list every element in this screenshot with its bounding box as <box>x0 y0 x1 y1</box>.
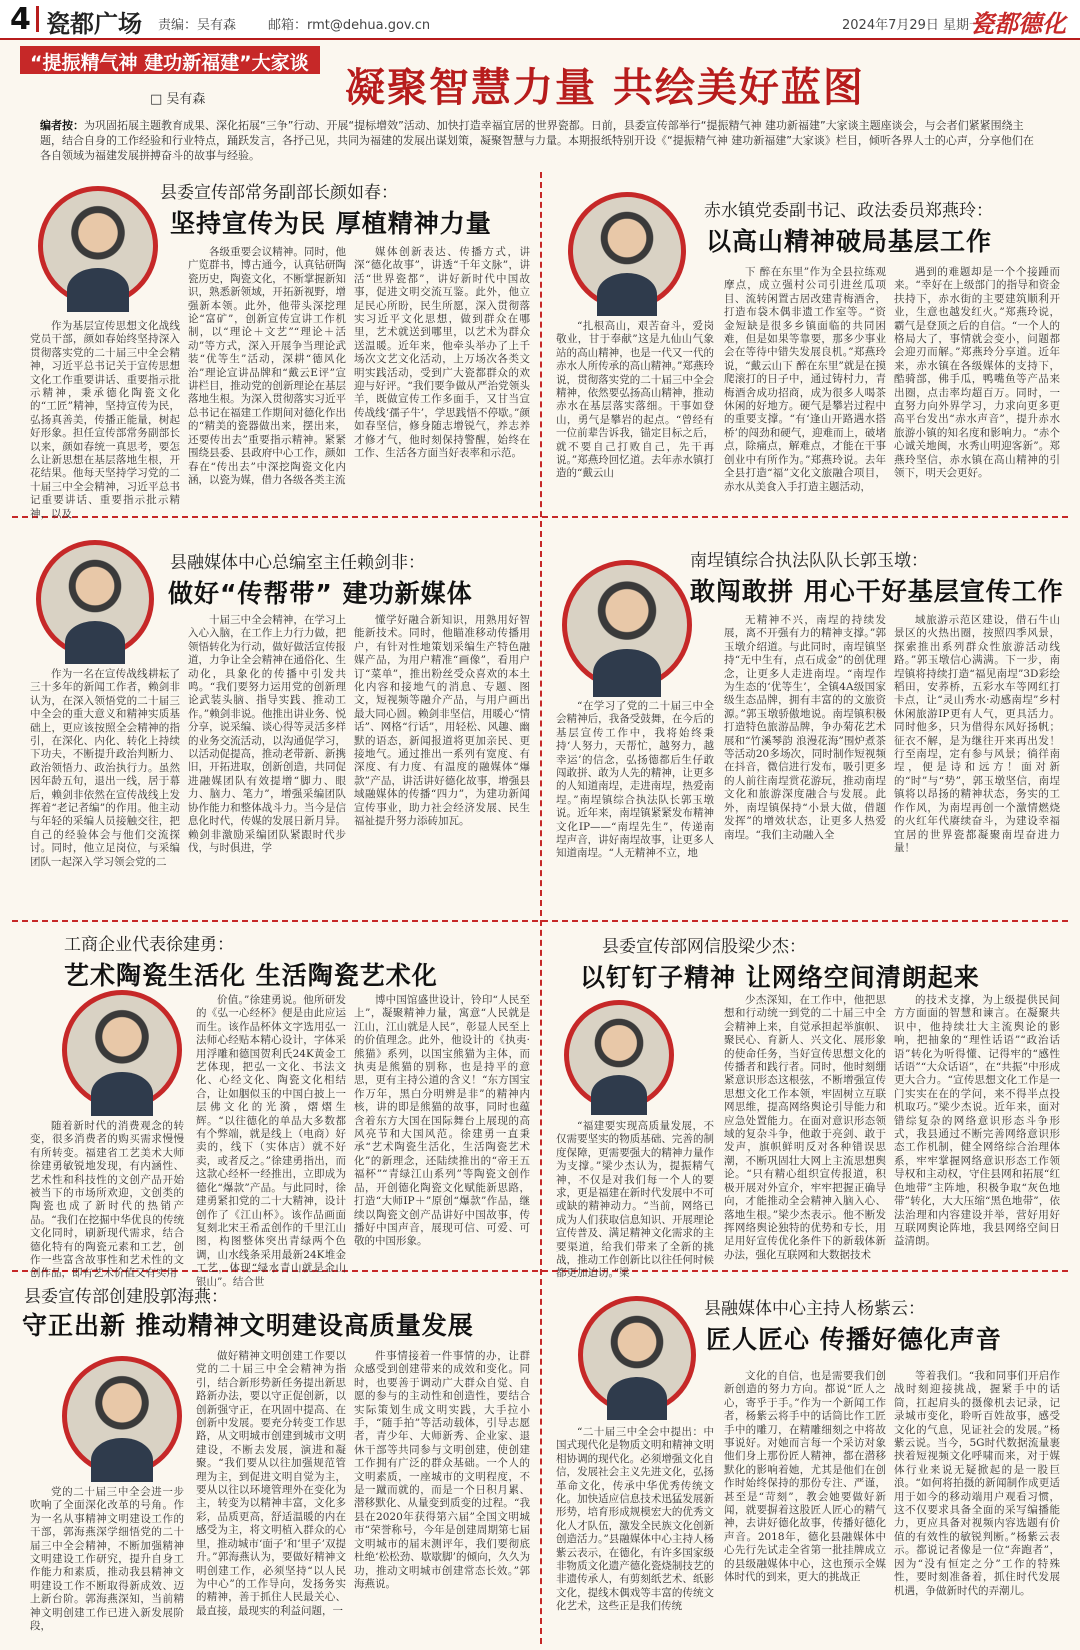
article-headline: 做好“传帮带” 建功新媒体 <box>168 579 473 608</box>
center-divider <box>540 172 542 1644</box>
article-kicker: 县融媒体中心主持人杨紫云： <box>704 1299 925 1319</box>
editor-note <box>40 118 1040 164</box>
portrait-photo <box>36 540 154 658</box>
article-column: 遇到的难题却是一个个接踵而来。“幸好在上级部门的指导和资金扶持下，赤水街的主要建筑顺利开业，生意也越发红火。”郑燕玲说，霸气是登顶之后的自信。“一个人的格局大了，事情就会变小，问题都会迎刃而解。”郑燕玲分享道。近年来，赤水镇在各级媒体的支持下，酷骑部，佛手瓜，鸭嘴鱼等产品来出圈，点击率均超百万。同时，一直努力向外界学习，力求向更多更高平台发出“赤水声音”，提升赤水旅游小镇的知名度和影响力。“赤个心诚关地闽，水秀山明迎客新”。郑燕玲坚信，赤水镇在高山精神的引领下，明天会更好。 <box>894 266 1060 480</box>
article-column: 无精神不兴，南埕的持续发展，离不开强有力的精神支撑。”郭玉墩介绍道。与此同时，南埕镇坚持“无中生有，点石成金”的创优理念，让更多人走进南埕。“南埕作为生态的‘优等生’，全镇4A级国家级生态品牌，拥有丰富的的文旅资源。”郭玉墩骄傲地说。南埕镇积极打造特色旅游品牌，争办菊花艺术展和“竹溪琴韵 浪漫花海”围炉煮茶等活动20多场次，同时制作短视频在抖音，微信进行发布，吸引更多的人前往南埕赏花游玩，推动南埕文化和旅游深度融合与发展。此外，南埕镇保持“小景大做，借题发挥”的增效状态，让更多人热爱南埕。“我们主动融入全 <box>724 614 886 841</box>
editor-note-label: 编者按： <box>40 119 84 132</box>
article-column: 等着我们。“我和同事们开启作战时刻迎接挑战，握紧手中的话筒，扛起肩头的摄像机去记录，记录城市变化，聆听百姓故事，感受文化的气息，见证社会的发展。”杨紫云说。当今，5G时代数据流量裹挟着短视频文化呼啸而来，对于媒体行业来说无疑掀起的是一股巨浪。“如何将拍摄的新闻制作成更适用于如今的移动端用户观看习惯，这不仅要求具备全面的采写编播能力，更应具备对视频内容选题有价值的有效性的敏锐判断。”杨紫云表示。都说记者像是一位“奔跑者”，因为“没有恒定之分”工作的特殊性，要时刻准备着，抓住时代发展机遇，争做新时代的弄潮儿。 <box>894 1370 1060 1597</box>
article-kicker: 南埕镇综合执法队队长郭玉墩： <box>690 551 928 571</box>
portrait-photo <box>62 1356 182 1476</box>
issue-date: 2024年7月29日 星期一 <box>842 18 983 33</box>
article-kicker: 县委宣传部创建股郭海燕： <box>24 1287 228 1307</box>
page-title: 凝聚智慧力量 共绘美好蓝图 <box>345 65 865 111</box>
article-lead: “二十届三中全会中提出：中国式现代化是物质文明和精神文明相协调的现代化。必须增强文化自信，发展社会主义先进文化，弘扬革命文化，传承中华优秀传统文化。加快适应信息技术迅猛发展新形势，培育形成规模宏大的优秀文化人才队伍，激发全民族文化创新创造活力。”县融媒体中心主持人杨紫云表示，在德化，有许多国家级非物质文化遗产德化瓷烧制技艺的非遗传承人，有剪刻纸艺术、纸影文化，提线木偶戏等丰富的传统文化艺术，这些正是我们传统 <box>556 1426 714 1613</box>
section-name: 瓷都广场 <box>46 10 142 38</box>
column-banner: “提振精气神 建功新福建”大家谈 <box>20 46 320 74</box>
article-lead: 随着新时代的消费观念的转变，很多消费者的购买需求慢慢有所转变。福建省工艺美术大师徐建勇敏锐地发现，有内涵性、艺术性和科技性的文创产品开始被当下的市场所欢迎，文创类的陶瓷也成了新时代的热销产品。“我们在挖掘中华优良的传统文化同时，刷新现代需求，结合德化特有的陶瓷元素和工艺，创作一些富含故事性和艺术性的文创作品，即有艺术价值又有实用 <box>30 1120 184 1280</box>
article-lead: “在学习了党的二十届三中全会精神后，我备受鼓舞，在今后的基层宣传工作中，我将始终秉持‘人努力，天帮忙，越努力，越幸运’的信念，弘扬德都后生仔敢闯敢拼、敢为人先的精神，让更多的人知道南埕，走进南埕，热爱南埕。”南埕镇综合执法队长郭玉墩说。近年来，南埕镇紧紧发布精神文化IP——“南埕先生”，传递南埕声音，讲好南埕故事，让更多人知道南埕。“人无精神不立，地 <box>556 700 714 860</box>
article-kicker: 县委宣传部网信股梁少杰： <box>602 937 806 957</box>
portrait-photo <box>38 186 158 306</box>
article-kicker: 赤水镇党委副书记、政法委员郑燕玲： <box>704 201 993 221</box>
article-column: 的技术支撑，为上级提供民间方方面面的智慧和谏言。在凝聚共识中，他持续壮大主流舆论的影响，把抽象的“理性话语”“政治话语”转化为听得懂、记得牢的“感性话语”“大众话语”，在“共振”中形成更大合力。“宣传思想文化工作是一门实实在在的学问，来不得半点投机取巧。”梁少杰说。近年来，面对错综复杂的网络意识形态斗争形式，我县通过不断完善网络意识形态工作机制，健全网络综合治理体系，牢牢掌握网络意识形态工作领导权和主动权，守住县网和拓展“红色地带”主阵地，积极争取“灰色地带”转化，大大压缩“黑色地带”，依法治理和内容建设并举，营好用好互联网舆论阵地，我县网络空间日益清朗。 <box>894 994 1060 1248</box>
article-column: 少杰深知，在工作中，他把思想和行动统一到党的二十届三中全会精神上来，自觉承担起举旗帜、聚民心、育新人、兴文化、展形象的使命任务，当好宣传思想文化的传播者和践行者。同时，他时刻绷紧意识形态这根弦，不断增强宣传思想文化工作本领，牢固树立互联网思维，提高网络舆论引导能力和应急处置能力。在面对意识形态领域的复杂斗争，他敢于亮剑、敢于发声，旗帜鲜明反对各种错误思潮，不断巩固壮大网上主流思想舆论。“只有精心组织宣传报道，积极开展对外宣介，牢牢把握正确导向，才能推动全会精神入脑入心、落地生根。”梁少杰表示。他不断发挥网络舆论独特的优势和专长，用足用好宣传优化条件下的新载体新办法，强化互联网和大数据技术 <box>724 994 886 1261</box>
portrait-photo <box>564 1000 674 1110</box>
article-lead: “扎根高山，艰苦奋斗，爱岗敬业，甘于奉献”这是九仙山气象站的高山精神，也是一代又一代的赤水人所传承的高山精神。”郑燕玲说，贯彻落实党的二十届三中全会精神，依然要弘扬高山精神，推动赤水在基层落实落细。干事如登山，勇气是攀岩的起点。“曾经有一位前辈告诉我，锚定目标之后，就不要自己打败自己，先干再说。”郑燕玲回忆道。去年赤水镇打造的“戴云山 <box>556 320 714 480</box>
author-byline: □ 吴有森 <box>150 92 206 107</box>
newspaper-brand: 瓷都德化 <box>970 9 1066 38</box>
page-number: 4 <box>10 2 31 37</box>
article-lead: 党的二十届三中全会进一步吹响了全面深化改革的号角。作为一名从事精神文明建设工作的干部，郭海燕深学细悟党的二十届三中全会精神，不断加强精神文明建设工作研究，提升自身工作能力和素质，推动我县精神文明建设工作不断取得新成效、迈上新台阶。郭海燕深知，当前精神文明创建工作已进入新发展阶段， <box>30 1486 184 1633</box>
article-headline: 以钉钉子精神 让网络空间清朗起来 <box>580 963 980 992</box>
article-column: 价值。”徐建勇说。他所研发的《弘一心经杯》便是由此应运而生。该作品杯体文字选用弘一法师心经贴本精心设计，字体采用浮雕和德国贺利氏24K黄金工艺体现，把弘一文化、书法文化、心经文化、陶瓷文化相结合，让如胭似玉的中国白披上一层佛文化的光漪，熠熠生辉。“以往德化的单品大多数都有个弊端，就是线上（电商）好卖的，线下（实体店）就不好卖，或者反之。”徐建勇指出，而这款心经杯一经推出，立即成为德化“爆款”产品。与此同时，徐建勇紧扣党的二十大精神，设计创作了《江山杯》。该作品画面复刻北宋王希孟创作的千里江山图，构图整体突出青绿两个色调，山水线条采用最新24K堆金工艺，体现“绿水青山就是金山银山”。结合世 <box>196 994 346 1288</box>
article-kicker: 县委宣传部常务副部长颜如春： <box>160 183 398 203</box>
article-lead: “福建要实现高质量发展，不仅需要坚实的物质基础、完善的制度保障，更需要强大的精神力量作为支撑。”梁少杰认为，提振精气神，不仅是对我们每一个人的要求，更是福建在新时代发展中不可或缺的精神动力。“当前，网络已成为人们获取信息知识、开展理论宣传普及、满足精神文化需求的主要渠道，给我们带来了全新的挑战，推动工作创新比以往任何时候都更加迫切。”梁 <box>556 1120 714 1280</box>
article-column: 媒体创新表达、传播方式，讲深“德化故事”，讲透“千年文脉”，讲活“世界瓷都”，讲好新时代中国故事，促进文明交流互鉴。此外，他立足民心所盼，民生所愿，深入贯彻落实习近平文化思想，做到群众在哪里，艺术就送到哪里，以艺术为群众送温暖。近年来，他牵头举办了上千场次文艺文化活动，上万场次各类文明实践活动，受到广大瓷都群众的欢迎与好评。“我们要争做从严治党领头羊，既做宣传工作多面手，又甘当宣传战线‘孺子牛’，学思践悟不停歇。”颜如春坚信，修身随志增锐气，养志养才修才气，他时刻保持警醒，始终在工作、生活各方面当好表率和示范。 <box>354 246 530 460</box>
article-lead: 作为一名在宣传战线耕耘了三十多年的新闻工作者，赖剑非认为，在深入领悟党的二十届三中全会的重大意义和精神实质基础上，更应该按照全会精神的指引，在深化、内化、转化上持续下功夫，不断提升政治判断力、政治领悟力、政治执行力。虽然因年龄五旬，退出一线，居于幕后，赖剑非依然在宣传战线上发挥着“老记者编”的作用。他主动与年轻的采编人员接触交往，把自己的经验体会与他们交流探讨。同时，他立足岗位，与采编团队一起深入学习领会党的二 <box>30 668 180 868</box>
article-headline: 艺术陶瓷生活化 生活陶瓷艺术化 <box>64 961 438 990</box>
portrait-photo <box>62 990 182 1110</box>
portrait-photo <box>562 560 692 690</box>
article-headline: 守正出新 推动精神文明建设高质量发展 <box>22 1311 474 1340</box>
article-headline: 匠人匠心 传播好德化声音 <box>706 1325 1002 1354</box>
article-headline: 敢闯敢拼 用心干好基层宣传工作 <box>690 577 1064 606</box>
portrait-photo <box>568 192 686 310</box>
article-kicker: 工商企业代表徐建勇： <box>64 935 234 955</box>
article-column: 下 醉在东里”作为全县拉练观摩点，成立强村公司引进丝瓜项目、流转闲置古居改建青梅酒舍，打造布袋木偶非遗工作室等。“资金短缺是很多乡镇面临的共同困难，但是如果等靠要，那多少事业会在等待中错失发展良机。”郑燕玲说，“戴云山下 醉在东里”就是在摸爬滚打的日子中，通过铸村力，青梅酒舍成功招商，成为很多人喝茶休闲的好地方。硬气是攀岩过程中的重要支撑。“有‘逢山开路遇水搭桥’的闯劲和硬气，迎难而上，破堵点，除痛点，解难点，才能在干事创业中有所作为。”郑燕玲说。去年全县打造“福”文化文旅融合项目，赤水从美食入手打造主题活动， <box>724 266 886 493</box>
editor-note-text: 为巩固拓展主题教育成果、深化拓展“三争”行动、开展“提标增效”活动、加快打造幸福宜居的世界瓷都。日前，县委宣传部举行“提振精气神 建功新福建”大家谈主题座谈会，与会者们紧紧围绕主题，结合自身的工作经验和行业特点，踊跃发言，各抒己见，共同为福建的发展出谋划策，凝聚智慧与力量。本期报纸特别开设《“提振精气神 建功新福建”大家谈》栏目，倾听各界人士的心声，分享他们在各自领域为福建发展拼搏奋斗的故事与经验。 <box>40 119 1034 162</box>
editor-email: 邮箱：rmt@dehua.gov.cn <box>268 18 431 33</box>
article-column: 域旅游示范区建设，借石牛山景区的火热出圈，按照四季风景，探索推出系列群众性旅游活动线路。”郭玉墩信心满满。下一步，南埕镇将持续打造“福见南埕”3D彩绘稻田，安荞桥，五彩水车等网红打卡点，让“灵山秀水·动感南埕”乡村休闲旅游IP更有人气，更具活力。同时他多，只为借得东风好扬帆；征衣不解，是为继往开来再出发！行至南埕，定有参与风景；徜徉南埕，便是诗和远方！面对新的“时”与“势”，郭玉墩坚信，南埕镇将以昂扬的精神状态，务实的工作作风，为南埕再创一个激情燃烧的火红年代赓续奋斗，为建设幸福宜居的世界瓷都凝聚南埕奋进力量！ <box>894 614 1060 854</box>
editor-credit: 责编：吴有森 <box>158 18 237 33</box>
article-column: 博中国馆盛世设计，铃印“人民至上”，凝聚精神力量，寓意“人民就是江山，江山就是人民”，彰显人民至上的价值理念。此外，他设计的《执夷·熊猫》系列，以国宝熊猫为主体，而执夷是熊猫的别称，也是持平的意思，更有主持公道的含义！“东方国宝作万年，黑白分明辨是非”的精神内核，讲的即是熊猫的故事，同时也蕴含着东方大国在国际舞台上展现的高风亮节和大国风范。徐建勇一直秉承“艺术陶瓷生活化，生活陶瓷艺术化”的新理念，还陆续推出的“帝王五福杯”“青绿江山系列”等陶瓷文创作品，开创德化陶瓷文化赋能新思路，打造“大师IP＋”原创“爆款”作品，继续以陶瓷文创产品讲好中国故事，传播好中国声音，展现可信、可爱、可敬的中国形象。 <box>354 994 530 1248</box>
article-kicker: 县融媒体中心总编室主任赖剑非： <box>170 553 425 573</box>
article-column: 文化的自信，也是需要我们创新创造的努力方向。都说“匠人之心，寄乎于手。”作为一个新闻工作者，杨紫云将手中的话筒比作工匠手中的雕刀，在精雕细刻之中将故事说好。对她而言每一个采访对象他们身上那份匠人精神，都在潜移默化的影响着她，尤其是他们在创作时始终保持的那份专注、严谨，甚至是“苛刻”，教会她要做好新闻，就要摒着这股匠人匠心的精气神，去讲好德化故事，传播好德化声音。2018年，德化县融媒体中心先行先试走全省第一批挂牌成立的县级融媒体中心，这也预示全媒体时代的到来，更大的挑战正 <box>724 1370 886 1584</box>
masthead-divider <box>36 6 39 32</box>
row-divider-2 <box>12 920 1068 922</box>
masthead <box>0 0 1080 40</box>
article-column: 各级重要会议精神。同时，他广览群书，博古通今，认真钻研陶瓷历史，陶瓷文化，不断掌握新知识，熟悉新领域，开拓新视野，增强新本领。此外，他带头深挖理论“富矿”，创新宣传宣讲工作机制，以“理论＋文艺”“理论＋活动”等方式，深入开展争当理论武装“优等生”活动，深耕“德风化治”理论宣讲品牌和“戴云E评”宣讲栏目，推动党的创新理论在基层落地生根。为深入贯彻落实习近平总书记在福建工作期间对德化作出的“精美的瓷器做出来，摆出来，还要传出去”重要指示精神。紧紧围绕县委、县政府中心工作，颜如春在“传出去”中深挖陶瓷文化内涵，以瓷为媒，借力各级各类主流 <box>188 246 346 486</box>
article-column: 件事情接着一件事情的办，让群众感受到创建带来的成效和变化。同时，也要善于调动广大群众自觉、自愿的参与的主动性和创造性，要结合实际策划生成文明实践，大手拉小手，“随手拍”等活动载体，引导志愿者，青少年、大师新秀、企业家、退休干部等共同参与文明创建，使创建工作拥有广泛的群众基础。一个人的文明素质，一座城市的文明程度，不是一蹴而就的，而是一个日积月累、潜移默化、从量变到质变的过程。“我县在2020年获得第六届”全国文明城市“荣誉称号，今年是创建周期第七届文明城市的届末测评年，我们要彻底杜绝‘松松劲、歇歇脚’的倾向，久久为功，推动文明城市创建常态长效。”郭海燕说。 <box>354 1350 530 1590</box>
portrait-photo <box>578 1296 696 1414</box>
article-headline: 以高山精神破局基层工作 <box>706 227 993 256</box>
article-headline: 坚持宣传为民 厚植精神力量 <box>170 209 492 238</box>
article-column: 懂学好融合新知识，用熟用好智能新技术。同时，他瞄准移动传播用户，有针对性地策划采编生产特色融媒产品，为用户精准“画像”，看用户订“菜单”，推出粉丝受众喜欢的本土化内容和接地气的消息、专题、图文，短视频等融介产品，与用户画出最大同心圆。赖剑非坚信，用暖心“情话”、网格“行话”，用轻松、风趣、幽默的语态，新闻报道将更加亲民、更接地气。通过推出一系列有宽度、有深度、有力度、有温度的融媒体“爆款”产品，讲活讲好德化故事，增强县域融媒体的传播“四力”，为建功新闻宣传事业，助力社会经济发展、民生福祉提升努力添砖加瓦。 <box>354 614 530 828</box>
article-column: 十届三中全会精神，在学习上入心入脑，在工作上力行力做，把领悟转化为行动，做好做活宣传报道，力争让全会精神在通俗化、生动化，具象化的传播中引发共鸣。“我们要努力运用党的创新理论武装头脑、指导实践、推动工作。”赖剑非说。他推出讲业务、悦分享，说采编、谈心得等灵活多样的业务交流活动，以沟通促学习，以活动促提高，推动老带新、新携旧，开拓进取，创新创造，共同促进融媒团队有效提增“脚力、眼力、脑力、笔力”，增强采编团队协作能力和整体战斗力。当今是信息化时代，传媒的发展日新月异。赖剑非激励采编团队紧跟时代步伐，与时俱进，学 <box>188 614 346 854</box>
row-divider-1 <box>12 516 1068 518</box>
article-lead: 作为基层宣传思想文化战线党员干部，颜如春始终坚持深入贯彻落实党的二十届三中全会精神，习近平总书记关于宣传思想文化工作重要讲话、重要指示批示精神，秉承德化陶瓷文化的“工匠”精神，坚持宣传为民，弘扬真善美，传播正能量，树起好形象。担任宣传部常务副部长以来，颜如春统一真思考，要怎么让新思想在基层落地生根，开花结果。他每天坚持学习党的二十届三中全会精神，习近平总书记重要讲话、重要指示批示精神，以及 <box>30 320 180 520</box>
article-column: 做好精神文明创建工作要以党的二十届三中全会精神为指引，结合新形势新任务提出新思路新办法，要以守正促创新，以创新强守正，在巩固中提高、在创新中发展。要充分转变工作思路，从文明城市创建到城市文明建设，不断去发展，演进和凝聚。“我们要从以往加强规范管理为主，到促进文明自觉为主，要从以往以环境管理外在变化为主，转变为以精神丰富，文化多彩，品质更高，舒适温暖的内在感受为主，将文明植入群众的心里，推动城市‘面子’和‘里子’双提升。”郭海燕认为，要做好精神文明创建工作，必须坚持“以人民为中心”的工作导向，发扬务实的精神，善于抓住人民最关心、最直接，最现实的利益问题，一 <box>196 1350 346 1617</box>
